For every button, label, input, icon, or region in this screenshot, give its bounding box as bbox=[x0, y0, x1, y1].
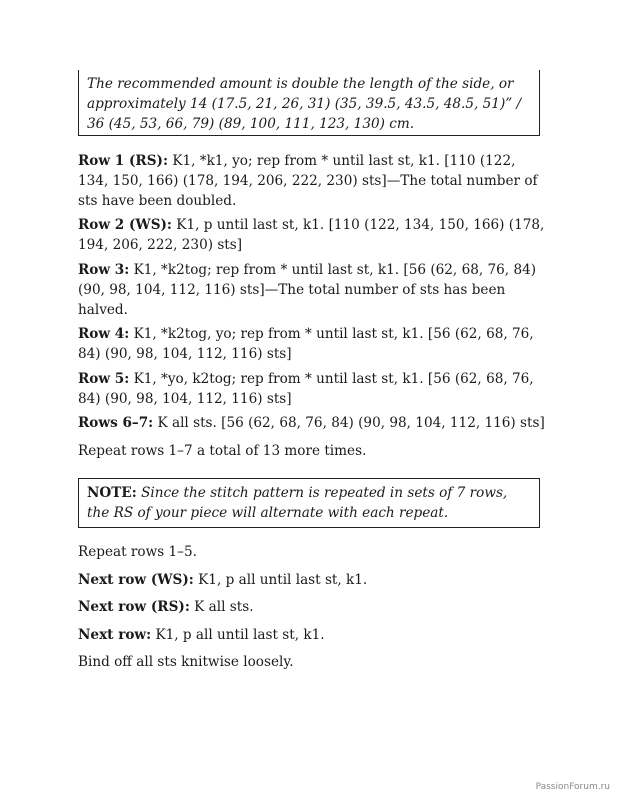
rows-6-7-text: K all sts. [56 (62, 68, 76, 84) (90, 98, 104, 112, 116) sts] bbox=[153, 415, 545, 431]
note-label: NOTE: bbox=[87, 485, 137, 501]
row-5 bbox=[78, 369, 548, 409]
row-2-label: Row 2 (WS): bbox=[78, 217, 172, 233]
row-1-text: K1, *k1, yo; rep from * until last st, k1. [110 (122, 134, 150, 166) (178, 194, 206, 222, 230) sts]—The total number of sts have been doubled. bbox=[78, 153, 538, 209]
recommended-amount-box bbox=[78, 70, 540, 136]
bind-off-instruction: Bind off all sts knitwise loosely. bbox=[78, 654, 294, 670]
note-text: Since the stitch pattern is repeated in sets of 7 rows, the RS of your piece will alternate with each repeat. bbox=[87, 485, 508, 521]
recommended-amount-text: The recommended amount is double the length of the side, or approximately 14 (17.5, 21, 26, 31) (35, 39.5, 43.5, 48.5, 51)” / 36 (45, 53, 66, 79) (89, 100, 111, 123, 130) cm. bbox=[87, 76, 522, 132]
row-3 bbox=[78, 260, 548, 320]
note-box bbox=[78, 478, 540, 528]
next-row-ws bbox=[78, 570, 548, 590]
rows-6-7-label: Rows 6–7: bbox=[78, 415, 154, 431]
next-row-label: Next row: bbox=[78, 627, 152, 643]
next-row-rs-text: K all sts. bbox=[189, 599, 254, 615]
row-5-label: Row 5: bbox=[78, 371, 130, 387]
row-2-text: K1, p until last st, k1. [110 (122, 134, 150, 166) (178, 194, 206, 222, 230) sts] bbox=[78, 217, 545, 253]
row-1 bbox=[78, 151, 548, 211]
rows-6-7 bbox=[78, 413, 548, 433]
row-5-text: K1, *yo, k2tog; rep from * until last st, k1. [56 (62, 68, 76, 84) (90, 98, 104, 112, 116) sts] bbox=[78, 371, 534, 407]
row-3-text: K1, *k2tog; rep from * until last st, k1. [56 (62, 68, 76, 84) (90, 98, 104, 112, 116) sts]—The total number of sts has been halved. bbox=[78, 262, 537, 318]
row-2 bbox=[78, 215, 548, 255]
row-3-label: Row 3: bbox=[78, 262, 130, 278]
repeat-instruction-1: Repeat rows 1–7 a total of 13 more times. bbox=[78, 443, 367, 459]
next-row-ws-text: K1, p all until last st, k1. bbox=[193, 572, 368, 588]
row-4 bbox=[78, 324, 548, 364]
watermark: PassionForum.ru bbox=[535, 782, 610, 792]
next-row-rs bbox=[78, 597, 548, 617]
next-row-ws-label: Next row (WS): bbox=[78, 572, 194, 588]
repeat-instruction-2: Repeat rows 1–5. bbox=[78, 544, 197, 560]
next-row-rs-label: Next row (RS): bbox=[78, 599, 190, 615]
next-row-text: K1, p all until last st, k1. bbox=[151, 627, 325, 643]
row-4-label: Row 4: bbox=[78, 326, 130, 342]
next-row bbox=[78, 625, 548, 645]
row-1-label: Row 1 (RS): bbox=[78, 153, 168, 169]
row-4-text: K1, *k2tog, yo; rep from * until last st, k1. [56 (62, 68, 76, 84) (90, 98, 104, 112, 116) sts] bbox=[78, 326, 534, 362]
